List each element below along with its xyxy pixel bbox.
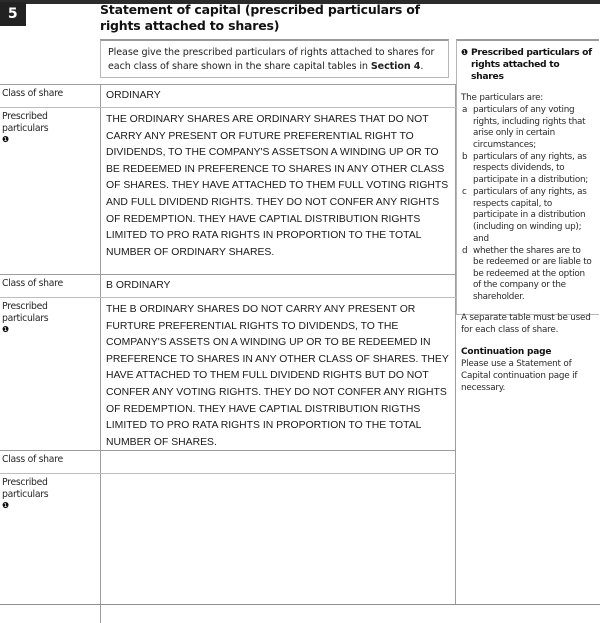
list-item	[461, 187, 593, 245]
table-row	[0, 473, 456, 623]
class-of-share-label-2: Class of share	[2, 278, 63, 289]
list-marker: b	[462, 151, 468, 162]
list-item	[461, 246, 593, 304]
prescribed-particulars-label-3	[0, 474, 100, 623]
prescribed-particulars-value-3[interactable]	[100, 474, 456, 623]
guidance-note: A separate table must be used for each class of share.	[461, 312, 591, 335]
page-title: Statement of capital (prescribed particulars of rights attached to shares)	[100, 2, 420, 33]
class-of-share-label-1: Class of share	[2, 88, 63, 99]
table-row	[0, 274, 456, 297]
guidance-title	[461, 47, 593, 83]
class-of-share-value-2[interactable]: B ORDINARY	[100, 275, 456, 297]
list-item-text: whether the shares are to be redeemed or are liable to be redeemed at the option of the company or the shareholder.	[473, 245, 592, 302]
class-of-share-value-1[interactable]: ORDINARY	[100, 85, 456, 107]
list-item-text: particulars of any voting rights, including rights that arise only in certain circumstances;	[473, 105, 586, 150]
table-row	[0, 107, 456, 274]
bottom-divider	[0, 604, 600, 605]
note-marker-icon: ❶	[2, 135, 9, 144]
guidance-intro: The particulars are:	[461, 93, 544, 103]
prescribed-particulars-label-2	[0, 298, 100, 450]
class-of-share-label-3: Class of share	[2, 454, 63, 465]
prescribed-particulars-value-2[interactable]: THE B ORDINARY SHARES DO NOT CARRY ANY PRESENT OR FURTURE PREFERENTIAL RIGHTS TO DIVIDENDS, TO THE COMPANY'S ASSETS ON A WINDING UP OR TO BE REDEEMED IN PREFERENCE TO SHARES IN ANY OTHER CLASS OF SHARES. THEY HAVE ATTACHED TO THEM FULL DIVIDEND RIGHTS BUT DO NOT CONFER ANY VOTING RIGHTS. THEY DO NOT CONFER ANY RIGHTS OF REDEMPTION. THEY HAVE CAPTIAL DISTRIBUTION RIGTHS LIMITED TO PRO RATA RIGHTS IN PROPORTION TO THE TOTAL NUMBER OF SHARES.	[100, 298, 456, 450]
prescribed-particulars-value-1[interactable]: THE ORDINARY SHARES ARE ORDINARY SHARES THAT DO NOT CARRY ANY PRESENT OR FUTURE PREFERENTIAL RIGHT TO DIVIDENDS, TO THE COMPANY'S ASSETSON A WINDING UP OR TO BE REDEEMED IN PREFERENCE TO SHARES IN ANY OTHER CLASS OF SHARES. THEY HAVE ATTACHED TO THEM FULL VOTING RIGHTS AND FULL DIVIDEND RIGHTS. THEY DO NOT CONFER ANY RIGHTS OF REDEMPTION. THEY HAVE CAPTIAL DISTRIBUTION RIGHTS LIMITED TO PRO RATA RIGHTS IN PROPORTION TO THE TOTAL NUMBER OF ORDINARY SHARES.	[100, 108, 456, 274]
prescribed-particulars-label-1	[0, 108, 100, 274]
table-row	[0, 450, 456, 473]
instruction-text-before: Please give the prescribed particulars of rights attached to shares for each class of share shown in the share capital tables in	[108, 47, 435, 72]
table-row	[0, 84, 456, 107]
table-row	[0, 297, 456, 450]
guidance-title-text: Prescribed particulars of rights attached to shares	[471, 47, 592, 82]
prescribed-particulars-label-text-1: Prescribed particulars	[2, 111, 49, 134]
share-class-table	[0, 84, 456, 623]
class-of-share-value-3[interactable]	[100, 451, 456, 473]
guidance-list	[461, 105, 593, 304]
guidance-sidebar	[456, 39, 599, 393]
list-item-text: particulars of any rights, as respects dividends, to participate in a distribution;	[473, 151, 588, 186]
instruction-emphasis: Section 4	[370, 60, 421, 72]
section-number-badge: 5	[0, 2, 26, 26]
list-marker: c	[462, 187, 467, 198]
list-item-text: particulars of any rights, as respects capital, to participate in a distribution (including on winding up); and	[473, 187, 587, 244]
list-marker: d	[462, 245, 468, 256]
continuation-heading: Continuation page	[461, 346, 552, 357]
list-item	[461, 152, 593, 187]
note-marker-icon: ❶	[2, 501, 9, 510]
continuation-text: Please use a Statement of Capital continuation page if necessary.	[461, 358, 578, 393]
instruction-text-after: .	[420, 60, 424, 72]
note-marker-icon: ❶	[2, 325, 9, 334]
instruction-box	[100, 39, 449, 78]
note-marker-icon: ❶	[461, 48, 468, 57]
prescribed-particulars-label-text-2: Prescribed particulars	[2, 301, 49, 324]
list-item	[461, 105, 593, 151]
list-marker: a	[462, 105, 468, 115]
instruction-text	[108, 46, 440, 73]
prescribed-particulars-label-text-3: Prescribed particulars	[2, 477, 49, 500]
